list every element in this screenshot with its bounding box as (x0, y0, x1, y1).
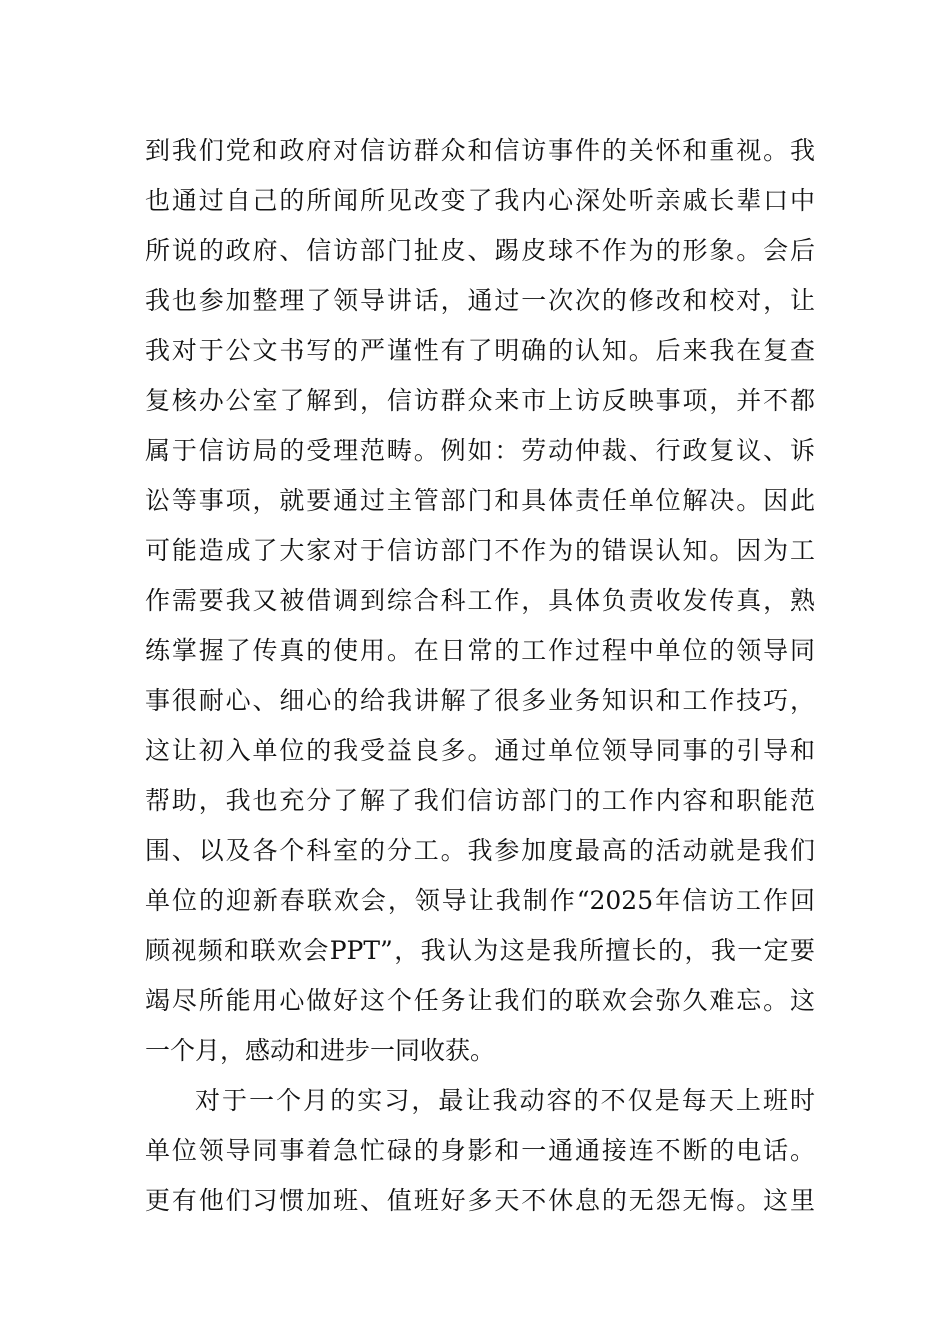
text-line: 单位的迎新春联欢会，领导让我制作“2025年信访工作回 (145, 886, 815, 915)
text-line: 所说的政府、信访部门扯皮、踢皮球不作为的形象。会后 (145, 236, 815, 265)
text-line: 围、以及各个科室的分工。我参加度最高的活动就是我们 (145, 836, 815, 865)
text-line: 也通过自己的所闻所见改变了我内心深处听亲戚长辈口中 (145, 186, 815, 215)
text-line: 这让初入单位的我受益良多。通过单位领导同事的引导和 (145, 736, 815, 765)
text-line: 练掌握了传真的使用。在日常的工作过程中单位的领导同 (145, 636, 815, 665)
text-line: 顾视频和联欢会PPT”，我认为这是我所擅长的，我一定要 (145, 936, 815, 965)
text-line: 帮助，我也充分了解了我们信访部门的工作内容和职能范 (145, 786, 815, 815)
text-line: 我也参加整理了领导讲话，通过一次次的修改和校对，让 (145, 286, 815, 315)
text-line: 作需要我又被借调到综合科工作，具体负责收发传真，熟 (145, 586, 815, 615)
text-line: 事很耐心、细心的给我讲解了很多业务知识和工作技巧， (145, 686, 815, 715)
text-line: 更有他们习惯加班、值班好多天不休息的无怨无悔。这里 (145, 1186, 815, 1215)
text-line: 可能造成了大家对于信访部门不作为的错误认知。因为工 (145, 536, 815, 565)
text-line: 单位领导同事着急忙碌的身影和一通通接连不断的电话。 (145, 1136, 815, 1165)
text-line: 属于信访局的受理范畴。例如：劳动仲裁、行政复议、诉 (145, 436, 815, 465)
text-line: 一个月，感动和进步一同收获。 (145, 1036, 496, 1065)
paragraph-first-line: 对于一个月的实习，最让我动容的不仅是每天上班时 (195, 1086, 815, 1115)
text-line: 到我们党和政府对信访群众和信访事件的关怀和重视。我 (145, 136, 815, 165)
text-line: 复核办公室了解到，信访群众来市上访反映事项，并不都 (145, 386, 815, 415)
text-line: 我对于公文书写的严谨性有了明确的认知。后来我在复查 (145, 336, 815, 365)
text-line: 竭尽所能用心做好这个任务让我们的联欢会弥久难忘。这 (145, 986, 815, 1015)
text-line: 讼等事项，就要通过主管部门和具体责任单位解决。因此 (145, 486, 815, 515)
